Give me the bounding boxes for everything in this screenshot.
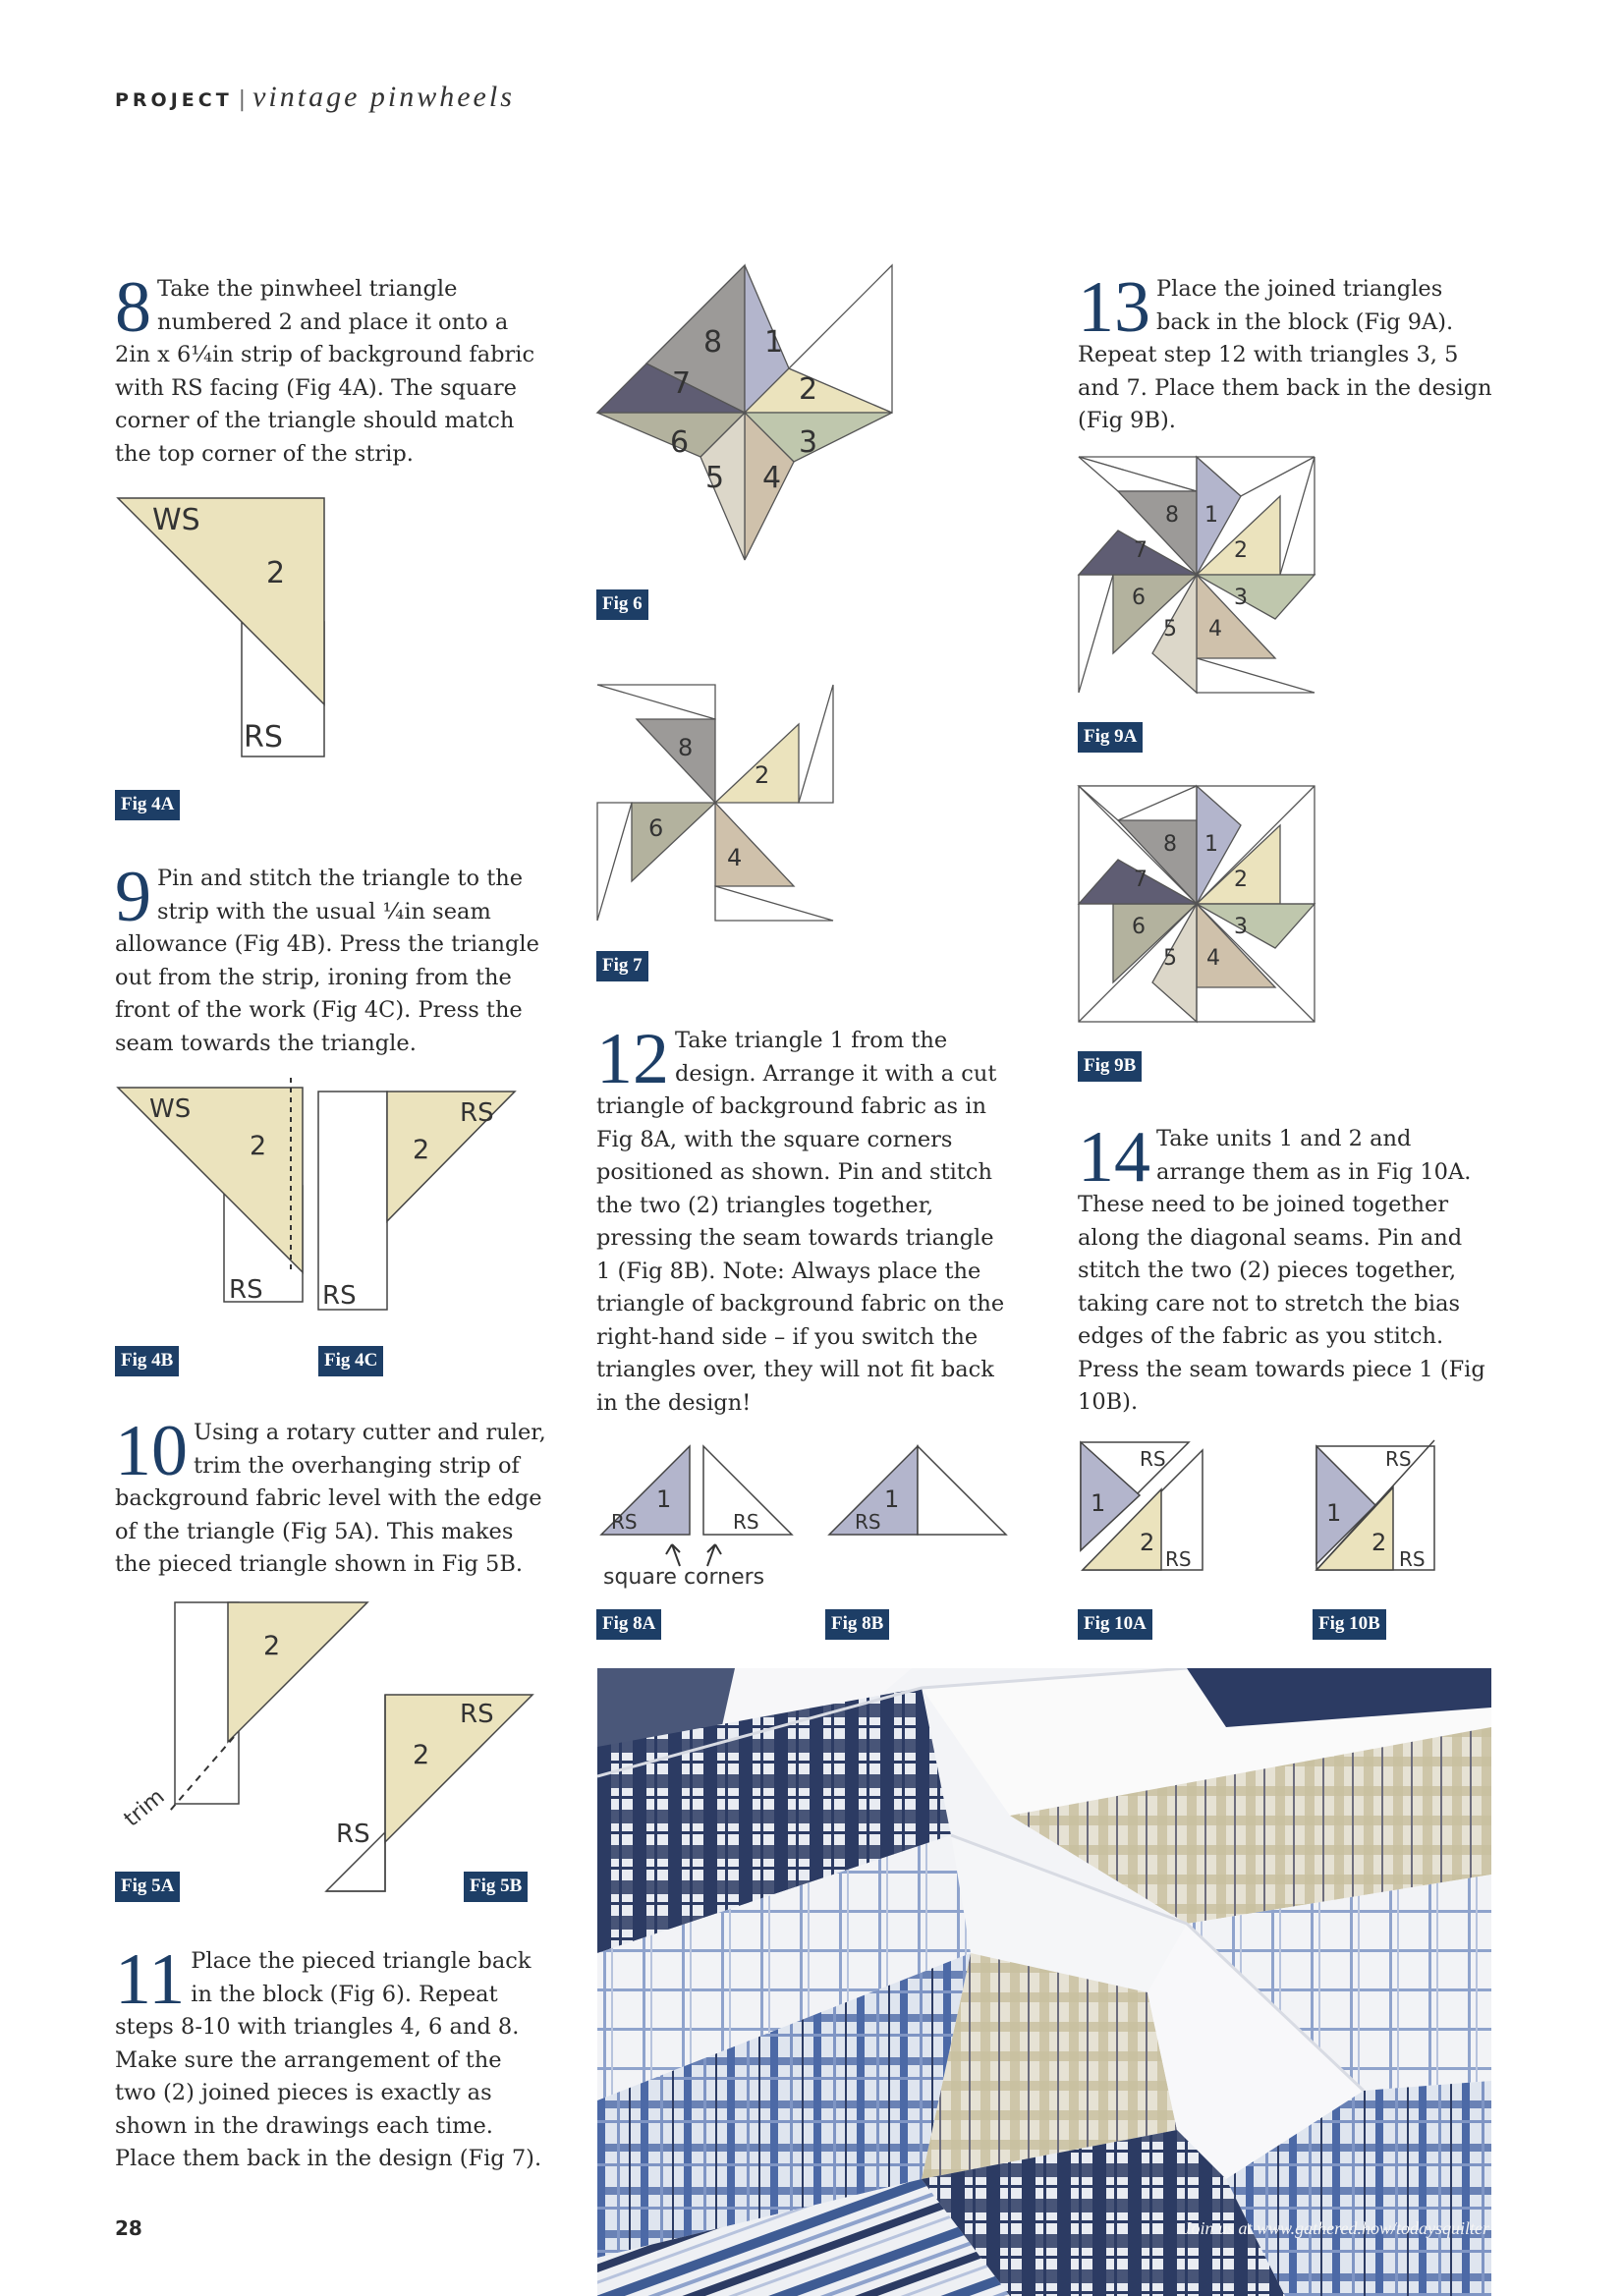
num-6: 6 [670, 425, 690, 460]
trim-label: trim [119, 1784, 170, 1832]
section-label: PROJECT [115, 89, 233, 111]
fig-9b-label: Fig 9B [1078, 1051, 1142, 1082]
step-11 [115, 1939, 547, 2176]
header-separator: | [238, 87, 248, 112]
num-8: 8 [703, 325, 723, 360]
triangle-2-shape [118, 1088, 303, 1272]
num-5: 5 [1163, 946, 1177, 971]
num-1: 1 [1204, 832, 1218, 857]
fig-9a-label: Fig 9A [1078, 722, 1143, 753]
triangle-2-shape [387, 1092, 515, 1221]
num-1: 1 [1204, 503, 1218, 528]
step-13 [1078, 267, 1500, 438]
triangle-2-shape [118, 498, 324, 704]
rs-label: RS [244, 720, 283, 755]
num-4: 4 [1208, 617, 1222, 642]
rs-label-top: RS [460, 1700, 494, 1729]
step-14 [1078, 1117, 1500, 1420]
arrow-left-icon [666, 1544, 680, 1566]
step-text: Take triangle 1 from the design. Arrange it with a cut triangle of background fabric as in Fig 8A, with the square corners positioned as shown. Pin and stitch the two (2) triangles together, pressing the seam towards triangle 1 (Fig 8B). Note: Always place the triangle of background fabric on the right-hand side – if you switch the triangles over, they will not fit back in the design! [596, 1028, 1005, 1416]
fig-5a-label: Fig 5A [115, 1872, 180, 1902]
num-4: 4 [727, 844, 743, 871]
num-7: 7 [1134, 538, 1147, 563]
fig-9b-block [1079, 786, 1315, 1022]
num-6: 6 [1132, 586, 1146, 610]
ws-label: WS [152, 503, 200, 537]
step-number: 11 [115, 1939, 186, 2020]
num-7: 7 [1134, 868, 1147, 892]
quilt-photo-illustration [597, 1668, 1491, 2296]
bg-6 [597, 803, 632, 921]
step-number: 8 [115, 267, 151, 348]
triangle-2-shape [385, 1695, 532, 1842]
bg-6 [1079, 575, 1113, 693]
step-number: 12 [596, 1019, 669, 1099]
step-8 [115, 267, 547, 471]
step-number: 13 [1078, 267, 1150, 348]
step-10 [115, 1411, 547, 1582]
step-number: 9 [115, 857, 151, 937]
background-triangle [918, 1446, 1006, 1535]
num-7: 7 [672, 366, 692, 401]
rs-label-bottom: RS [322, 1281, 357, 1311]
bg-2 [1280, 457, 1315, 575]
project-title: vintage pinwheels [252, 81, 515, 113]
num-1: 1 [1091, 1489, 1106, 1517]
num-6: 6 [648, 814, 664, 842]
fig-6-label: Fig 6 [596, 589, 648, 620]
fig-4b-diagram [116, 1078, 312, 1309]
fig-5b-label: Fig 5B [464, 1872, 528, 1902]
rs-label-top: RS [460, 1098, 494, 1128]
fig-10b-label: Fig 10B [1313, 1609, 1386, 1640]
square-corners-label: square corners [603, 1565, 765, 1590]
arrow-right-icon [707, 1544, 721, 1566]
rs-label: RS [229, 1275, 263, 1305]
page-number: 28 [115, 2216, 142, 2240]
triangle-number: 2 [413, 1740, 430, 1770]
num-4: 4 [1206, 946, 1220, 971]
num-4: 4 [762, 461, 782, 495]
num-6: 6 [1132, 915, 1146, 939]
step-number: 10 [115, 1411, 188, 1491]
num-2: 2 [1140, 1529, 1155, 1556]
strip-shape [318, 1092, 387, 1310]
rs-label-bottom: RS [336, 1820, 370, 1849]
fig-4a-diagram [116, 496, 332, 761]
fig-4c-diagram [316, 1078, 523, 1314]
rs-label-b: RS [733, 1510, 759, 1534]
rs-label-top: RS [1140, 1447, 1166, 1471]
step-text: Place the joined triangles back in the block (Fig 9A). Repeat step 12 with triangles 3, 5 and 7. Place them back in the design (Fig 9B). [1078, 276, 1492, 433]
num-5: 5 [1163, 617, 1177, 642]
fig-8b-label: Fig 8B [825, 1609, 889, 1640]
num-1: 1 [884, 1485, 900, 1513]
triangle-number: 2 [266, 556, 286, 590]
fig-4b-label: Fig 4B [115, 1346, 179, 1376]
bg-4 [715, 886, 833, 921]
step-text: Pin and stitch the triangle to the strip with the usual ¼in seam allowance (Fig 4B). Press the triangle out from the strip, ironing from the front of the work (Fig 4C). Press the seam towards the triangle. [115, 866, 539, 1056]
step-9 [115, 857, 547, 1060]
triangle-number: 2 [250, 1131, 267, 1161]
num-8: 8 [678, 734, 694, 761]
ws-label: WS [149, 1094, 192, 1124]
piece-8 [637, 719, 715, 803]
num-3: 3 [799, 425, 818, 460]
fig-8a-label: Fig 8A [596, 1609, 661, 1640]
num-2: 2 [1234, 868, 1248, 892]
bg-2 [799, 685, 833, 803]
num-1: 1 [1326, 1499, 1342, 1527]
rs-label: RS [855, 1510, 881, 1534]
num-8: 8 [1163, 832, 1177, 857]
num-1: 1 [656, 1485, 672, 1513]
fig-7-label: Fig 7 [596, 951, 648, 981]
num-3: 3 [1234, 586, 1248, 610]
num-2: 2 [1371, 1529, 1387, 1556]
bg-4 [1197, 658, 1315, 693]
num-2: 2 [799, 372, 818, 407]
rs-label-bottom: RS [1399, 1547, 1426, 1571]
rs-label-bottom: RS [1165, 1547, 1192, 1571]
rs-label-top: RS [1385, 1447, 1412, 1471]
step-text: Take units 1 and 2 and arrange them as in Fig 10A. These need to be joined together along the diagonal seams. Pin and stitch the two (2) pieces together, taking care not to stretch the bias edges of the fabric as you stitch. Press the seam towards piece 1 (Fig 10B). [1078, 1126, 1485, 1415]
step-text: Using a rotary cutter and ruler, trim the overhanging strip of background fabric level with the edge of the triangle (Fig 5A). This makes the pieced triangle shown in Fig 5B. [115, 1420, 546, 1577]
num-8: 8 [1165, 503, 1179, 528]
bg-8 [597, 685, 715, 719]
fig-9a-block [1079, 457, 1315, 693]
fig-4a-label: Fig 4A [115, 790, 180, 820]
quilt-photo [597, 1668, 1491, 2296]
fig-7-pinwheel [597, 685, 833, 921]
step-12 [596, 1019, 1009, 1420]
num-1: 1 [764, 325, 784, 360]
fig-10a-diagram [1079, 1436, 1256, 1574]
photo-credit: Join us at www.gathered.how/todaysquilter [1183, 2218, 1489, 2238]
step-text: Place the pieced triangle back in the block (Fig 6). Repeat steps 8-10 with triangles 4, 6 and 8. Make sure the arrangement of the two (2) joined pieces is exactly as shown in the drawings each time. Place them back in the design (Fig 7). [115, 1948, 542, 2171]
rs-label-a: RS [611, 1510, 638, 1534]
fig-5b-diagram [324, 1685, 540, 1896]
num-2: 2 [755, 761, 770, 789]
num-5: 5 [705, 461, 725, 495]
step-text: Take the pinwheel triangle numbered 2 and place it onto a 2in x 6¼in strip of background fabric with RS facing (Fig 4A). The square corner of the triangle should match the top corner of the strip. [115, 276, 535, 467]
fig-6-pinwheel [597, 265, 892, 560]
page-header [115, 81, 515, 114]
num-3: 3 [1234, 915, 1248, 939]
fig-8b-diagram [825, 1442, 1022, 1550]
fig-4c-label: Fig 4C [318, 1346, 383, 1376]
triangle-number: 2 [263, 1631, 281, 1661]
fig-10b-diagram [1313, 1436, 1489, 1574]
triangle-number: 2 [413, 1135, 430, 1165]
fig-8a-diagram [597, 1442, 813, 1590]
piece-6 [632, 803, 715, 881]
num-2: 2 [1234, 538, 1248, 563]
step-number: 14 [1078, 1117, 1150, 1198]
fig-10a-label: Fig 10A [1078, 1609, 1152, 1640]
